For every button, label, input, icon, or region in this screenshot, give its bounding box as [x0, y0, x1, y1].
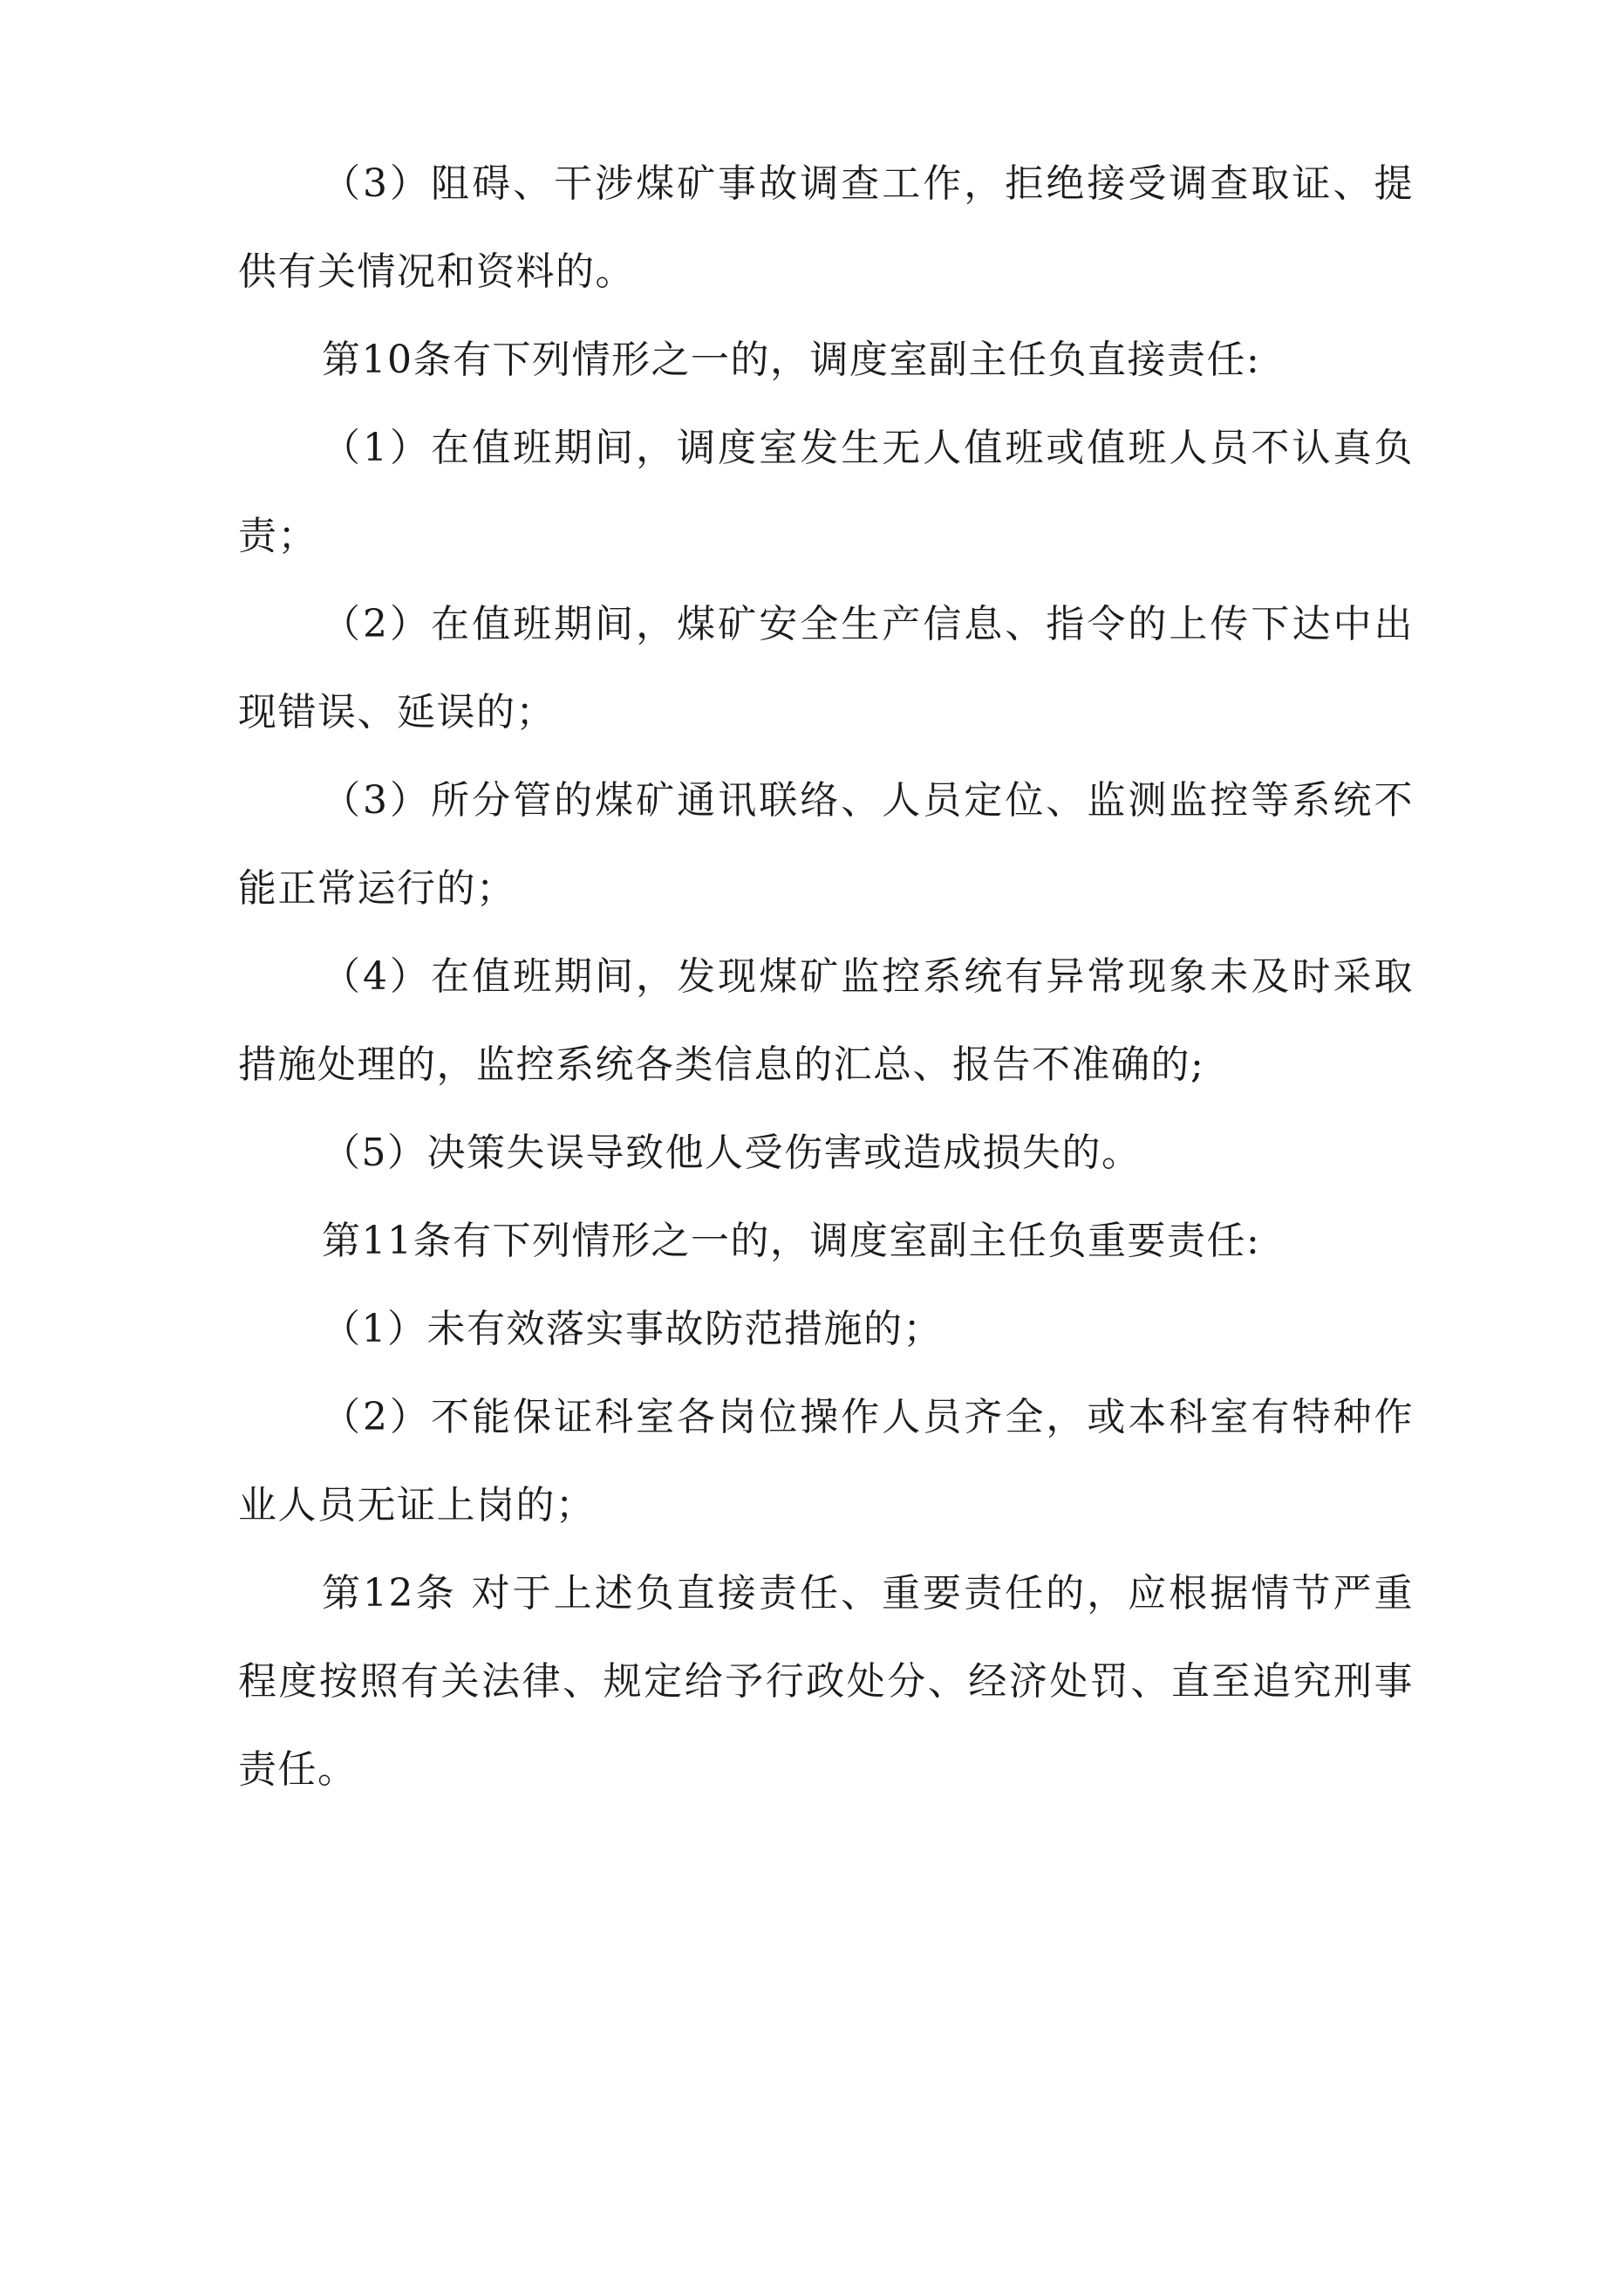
paragraph-article-10-item-4: （4）在值班期间，发现煤矿监控系统有异常现象未及时采取措施处理的，监控系统各类信息的汇总、报告不准确的; — [238, 954, 1414, 1087]
paragraph-article-10-item-5: （5）决策失误导致他人受伤害或造成损失的。 — [322, 1131, 1142, 1175]
document-body — [238, 140, 1414, 1814]
article-11-heading: 第11条有下列情形之一的，调度室副主任负重要责任: — [322, 1219, 1261, 1263]
article-10-heading: 第10条有下列情形之一的，调度室副主任负直接责任: — [322, 338, 1261, 382]
paragraph-article-11-item-1: （1）未有效落实事故防范措施的； — [322, 1307, 943, 1351]
paragraph-item-3-obstruct-investigation: （3）阻碍、干涉煤矿事故调查工作，拒绝接受调查取证、提供有关情况和资料的。 — [238, 161, 1414, 294]
paragraph-article-11-item-2: （2）不能保证科室各岗位操作人员齐全，或本科室有特种作业人员无证上岗的； — [238, 1395, 1414, 1527]
paragraph-article-10-item-1: （1）在值班期间，调度室发生无人值班或值班人员不认真负责； — [238, 426, 1414, 558]
article-12-paragraph: 第12条 对于上述负直接责任、重要责任的，应根据情节严重程度按照有关法律、规定给予行政处分、经济处罚、直至追究刑事责任。 — [238, 1571, 1414, 1792]
paragraph-article-10-item-2: （2）在值班期间，煤矿安全生产信息、指令的上传下达中出现错误、延误的； — [238, 602, 1414, 735]
paragraph-article-10-item-3: （3）所分管的煤矿通讯联络、人员定位、监测监控等系统不能正常运行的； — [238, 778, 1414, 911]
